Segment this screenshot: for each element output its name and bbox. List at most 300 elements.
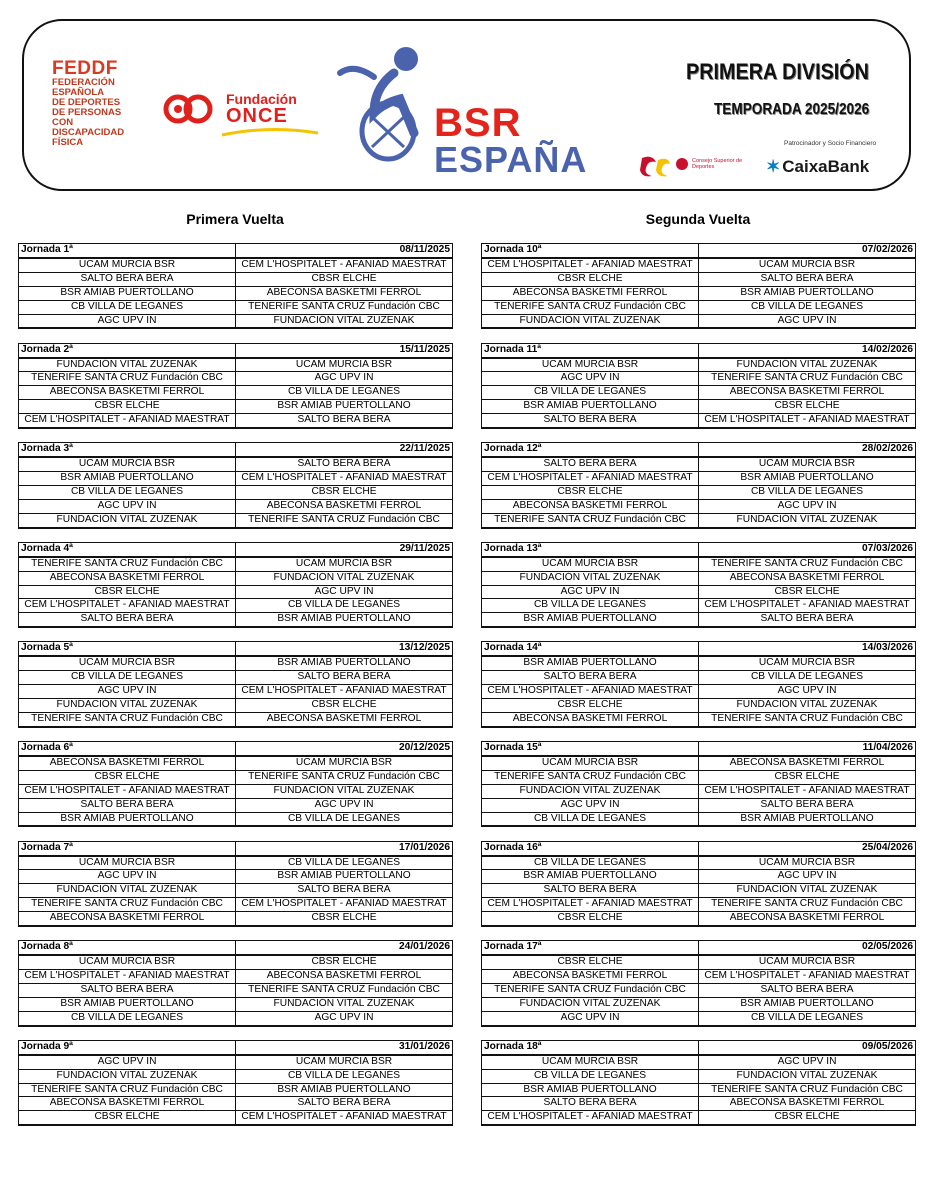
- match-row: [482, 712, 916, 726]
- jornada-label: Jornada 14ª: [482, 642, 699, 656]
- match-row: [482, 485, 916, 499]
- jornada-table: [18, 741, 453, 827]
- match-row: [482, 656, 916, 670]
- jornada-date: 14/02/2026: [699, 343, 916, 357]
- jornada-label: Jornada 9ª: [19, 1040, 236, 1054]
- away-team: CB VILLA DE LEGANÉS: [699, 300, 916, 314]
- away-team: FUNDACIÓN VITAL ZUZENAK: [236, 997, 453, 1011]
- away-team: BSR AMIAB PUERTOLLANO: [699, 812, 916, 826]
- match-row: [482, 870, 916, 884]
- away-team: CB VILLA DE LEGANÉS: [236, 386, 453, 400]
- match-row: [19, 656, 453, 670]
- primera-vuelta-title: Primera Vuelta: [186, 211, 284, 227]
- away-team: SALTO BERA BERA: [699, 798, 916, 812]
- home-team: ABECONSA BASKETMI FERROL: [19, 571, 236, 585]
- jornada-table: [481, 1040, 916, 1126]
- feddf-line: DISCAPACIDAD: [52, 127, 125, 138]
- home-team: ABECONSA BASKETMI FERROL: [482, 970, 699, 984]
- feddf-logo: [52, 59, 142, 148]
- home-team: AGC UPV IN: [19, 1055, 236, 1069]
- jornada-header-row: [19, 343, 453, 357]
- home-team: CB VILLA DE LEGANÉS: [482, 386, 699, 400]
- home-team: AGC UPV IN: [19, 685, 236, 699]
- away-team: CBSR ELCHE: [699, 1111, 916, 1125]
- match-row: [19, 457, 453, 471]
- jornada-block: [18, 442, 453, 528]
- away-team: AGC UPV IN: [699, 1055, 916, 1069]
- away-team: CBSR ELCHE: [699, 585, 916, 599]
- home-team: FUNDACIÓN VITAL ZUZENAK: [482, 997, 699, 1011]
- away-team: CBSR ELCHE: [699, 770, 916, 784]
- match-row: [19, 812, 453, 826]
- match-row: [482, 585, 916, 599]
- home-team: FUNDACIÓN VITAL ZUZENAK: [482, 314, 699, 328]
- match-row: [482, 1011, 916, 1025]
- season-title: TEMPORADA 2025/2026: [714, 101, 870, 118]
- away-team: TENERIFE SANTA CRUZ Fundación CBC: [699, 557, 916, 571]
- feddf-line: FEDERACIÓN: [52, 77, 115, 88]
- home-team: CEM L'HOSPITALET - AFANIAD MAESTRAT: [482, 1111, 699, 1125]
- match-row: [19, 970, 453, 984]
- away-team: CEM L'HOSPITALET - AFANIAD MAESTRAT: [699, 414, 916, 428]
- away-team: SALTO BERA BERA: [699, 272, 916, 286]
- jornada-header-row: [482, 642, 916, 656]
- home-team: FUNDACIÓN VITAL ZUZENAK: [19, 699, 236, 713]
- home-team: BSR AMIAB PUERTOLLANO: [19, 997, 236, 1011]
- match-row: [482, 414, 916, 428]
- home-team: UCAM MURCIA BSR: [482, 1055, 699, 1069]
- away-team: BSR AMIAB PUERTOLLANO: [236, 1083, 453, 1097]
- home-team: CBSR ELCHE: [482, 272, 699, 286]
- match-row: [19, 571, 453, 585]
- jornada-date: 17/01/2026: [236, 841, 453, 855]
- jornada-header-row: [19, 443, 453, 457]
- away-team: CBSR ELCHE: [236, 912, 453, 926]
- away-team: ABECONSA BASKETMI FERROL: [699, 571, 916, 585]
- jornada-header-row: [19, 642, 453, 656]
- match-row: [482, 1111, 916, 1125]
- feddf-line: DE DEPORTES: [52, 97, 121, 108]
- jornada-table: [18, 940, 453, 1026]
- away-team: TENERIFE SANTA CRUZ Fundación CBC: [699, 372, 916, 386]
- match-row: [19, 699, 453, 713]
- away-team: FUNDACIÓN VITAL ZUZENAK: [236, 784, 453, 798]
- jornada-label: Jornada 16ª: [482, 841, 699, 855]
- home-team: CB VILLA DE LEGANÉS: [482, 599, 699, 613]
- segunda-vuelta-title: Segunda Vuelta: [645, 211, 751, 227]
- match-row: [482, 1069, 916, 1083]
- home-team: FUNDACIÓN VITAL ZUZENAK: [482, 784, 699, 798]
- home-team: CEM L'HOSPITALET - AFANIAD MAESTRAT: [19, 599, 236, 613]
- away-team: BSR AMIAB PUERTOLLANO: [236, 656, 453, 670]
- feddf-line: FÍSICA: [52, 137, 84, 148]
- home-team: CEM L'HOSPITALET - AFANIAD MAESTRAT: [482, 898, 699, 912]
- match-row: [482, 784, 916, 798]
- match-row: [19, 300, 453, 314]
- jornada-label: Jornada 17ª: [482, 941, 699, 955]
- jornada-block: [18, 641, 453, 727]
- bsr-wordmark: BSR: [434, 101, 522, 145]
- jornada-date: 22/11/2025: [236, 443, 453, 457]
- jornada-date: 13/12/2025: [236, 642, 453, 656]
- jornada-label: Jornada 12ª: [482, 443, 699, 457]
- jornada-header-row: [482, 542, 916, 556]
- jornada-header-row: [19, 1040, 453, 1054]
- jornada-label: Jornada 1ª: [19, 244, 236, 258]
- away-team: FUNDACIÓN VITAL ZUZENAK: [699, 513, 916, 527]
- away-team: FUNDACIÓN VITAL ZUZENAK: [699, 358, 916, 372]
- home-team: ABECONSA BASKETMI FERROL: [19, 756, 236, 770]
- away-team: CB VILLA DE LEGANÉS: [236, 812, 453, 826]
- jornada-date: 20/12/2025: [236, 742, 453, 756]
- jornada-table: [481, 542, 916, 628]
- away-team: BSR AMIAB PUERTOLLANO: [699, 286, 916, 300]
- match-row: [482, 513, 916, 527]
- away-team: CEM L'HOSPITALET - AFANIAD MAESTRAT: [236, 258, 453, 272]
- caixabank-logo: [766, 157, 869, 177]
- jornada-header-row: [482, 941, 916, 955]
- away-team: CEM L'HOSPITALET - AFANIAD MAESTRAT: [699, 970, 916, 984]
- away-team: TENERIFE SANTA CRUZ Fundación CBC: [236, 300, 453, 314]
- jornada-block: [481, 841, 916, 927]
- away-team: TENERIFE SANTA CRUZ Fundación CBC: [236, 983, 453, 997]
- home-team: CEM L'HOSPITALET - AFANIAD MAESTRAT: [19, 970, 236, 984]
- jornada-table: [18, 243, 453, 329]
- jornada-date: 25/04/2026: [699, 841, 916, 855]
- match-row: [19, 1097, 453, 1111]
- home-team: BSR AMIAB PUERTOLLANO: [482, 870, 699, 884]
- away-team: TENERIFE SANTA CRUZ Fundación CBC: [699, 1083, 916, 1097]
- home-team: CEM L'HOSPITALET - AFANIAD MAESTRAT: [482, 472, 699, 486]
- home-team: BSR AMIAB PUERTOLLANO: [482, 656, 699, 670]
- away-team: SALTO BERA BERA: [236, 671, 453, 685]
- jornada-block: [481, 641, 916, 727]
- home-team: TENERIFE SANTA CRUZ Fundación CBC: [482, 513, 699, 527]
- jornada-date: 29/11/2025: [236, 542, 453, 556]
- away-team: ABECONSA BASKETMI FERROL: [699, 1097, 916, 1111]
- home-team: AGC UPV IN: [19, 314, 236, 328]
- jornada-label: Jornada 15ª: [482, 742, 699, 756]
- jornada-table: [18, 542, 453, 628]
- jornada-date: 07/02/2026: [699, 244, 916, 258]
- away-team: BSR AMIAB PUERTOLLANO: [236, 613, 453, 627]
- away-team: UCAM MURCIA BSR: [236, 557, 453, 571]
- away-team: CEM L'HOSPITALET - AFANIAD MAESTRAT: [236, 685, 453, 699]
- home-team: AGC UPV IN: [19, 499, 236, 513]
- jornada-block: [481, 243, 916, 329]
- away-team: CEM L'HOSPITALET - AFANIAD MAESTRAT: [699, 599, 916, 613]
- match-row: [19, 770, 453, 784]
- match-row: [482, 1083, 916, 1097]
- jornada-date: 28/02/2026: [699, 443, 916, 457]
- away-team: BSR AMIAB PUERTOLLANO: [699, 997, 916, 1011]
- match-row: [482, 286, 916, 300]
- jornada-label: Jornada 8ª: [19, 941, 236, 955]
- fundacion-once-logo: [162, 89, 322, 129]
- match-row: [482, 671, 916, 685]
- home-team: ABECONSA BASKETMI FERROL: [19, 1097, 236, 1111]
- match-row: [482, 386, 916, 400]
- home-team: CBSR ELCHE: [19, 770, 236, 784]
- match-row: [482, 898, 916, 912]
- home-team: AGC UPV IN: [482, 798, 699, 812]
- match-row: [482, 314, 916, 328]
- match-row: [482, 258, 916, 272]
- match-row: [482, 457, 916, 471]
- match-row: [19, 258, 453, 272]
- match-row: [482, 983, 916, 997]
- match-row: [482, 1055, 916, 1069]
- home-team: TENERIFE SANTA CRUZ Fundación CBC: [19, 1083, 236, 1097]
- jornada-table: [481, 442, 916, 528]
- home-team: CB VILLA DE LEGANÉS: [482, 812, 699, 826]
- jornada-header-row: [482, 343, 916, 357]
- match-row: [19, 955, 453, 969]
- match-row: [482, 798, 916, 812]
- match-row: [19, 314, 453, 328]
- home-team: BSR AMIAB PUERTOLLANO: [482, 613, 699, 627]
- home-team: ABECONSA BASKETMI FERROL: [482, 499, 699, 513]
- match-row: [19, 1011, 453, 1025]
- home-team: FUNDACIÓN VITAL ZUZENAK: [19, 513, 236, 527]
- jornada-label: Jornada 11ª: [482, 343, 699, 357]
- home-team: FUNDACIÓN VITAL ZUZENAK: [19, 884, 236, 898]
- jornada-date: 09/05/2026: [699, 1040, 916, 1054]
- home-team: CB VILLA DE LEGANÉS: [19, 485, 236, 499]
- jornada-label: Jornada 6ª: [19, 742, 236, 756]
- jornada-block: [18, 940, 453, 1026]
- away-team: AGC UPV IN: [699, 870, 916, 884]
- away-team: CB VILLA DE LEGANÉS: [236, 599, 453, 613]
- home-team: TENERIFE SANTA CRUZ Fundación CBC: [482, 300, 699, 314]
- home-team: SALTO BERA BERA: [19, 613, 236, 627]
- division-title: PRIMERA DIVISIÓN: [686, 59, 869, 84]
- jornada-label: Jornada 5ª: [19, 642, 236, 656]
- jornada-date: 14/03/2026: [699, 642, 916, 656]
- jornada-table: [481, 343, 916, 429]
- match-row: [482, 856, 916, 870]
- away-team: SALTO BERA BERA: [699, 983, 916, 997]
- jornada-date: 15/11/2025: [236, 343, 453, 357]
- match-row: [482, 472, 916, 486]
- home-team: TENERIFE SANTA CRUZ Fundación CBC: [482, 983, 699, 997]
- jornada-header-row: [482, 841, 916, 855]
- home-team: UCAM MURCIA BSR: [19, 856, 236, 870]
- home-team: CBSR ELCHE: [482, 912, 699, 926]
- home-team: CBSR ELCHE: [19, 400, 236, 414]
- away-team: CB VILLA DE LEGANÉS: [236, 856, 453, 870]
- home-team: TENERIFE SANTA CRUZ Fundación CBC: [19, 712, 236, 726]
- away-team: CBSR ELCHE: [699, 400, 916, 414]
- away-team: CB VILLA DE LEGANÉS: [699, 1011, 916, 1025]
- away-team: AGC UPV IN: [236, 372, 453, 386]
- match-row: [482, 997, 916, 1011]
- match-row: [482, 613, 916, 627]
- away-team: CB VILLA DE LEGANÉS: [699, 671, 916, 685]
- match-row: [482, 912, 916, 926]
- match-row: [482, 699, 916, 713]
- away-team: SALTO BERA BERA: [236, 457, 453, 471]
- home-team: BSR AMIAB PUERTOLLANO: [19, 812, 236, 826]
- match-row: [19, 712, 453, 726]
- jornada-date: 24/01/2026: [236, 941, 453, 955]
- away-team: CEM L'HOSPITALET - AFANIAD MAESTRAT: [699, 784, 916, 798]
- match-row: [19, 272, 453, 286]
- match-row: [482, 372, 916, 386]
- match-row: [19, 671, 453, 685]
- home-team: UCAM MURCIA BSR: [482, 756, 699, 770]
- home-team: SALTO BERA BERA: [19, 983, 236, 997]
- match-row: [19, 613, 453, 627]
- jornada-table: [18, 343, 453, 429]
- away-team: SALTO BERA BERA: [236, 414, 453, 428]
- home-team: FUNDACIÓN VITAL ZUZENAK: [19, 1069, 236, 1083]
- away-team: BSR AMIAB PUERTOLLANO: [699, 472, 916, 486]
- away-team: CEM L'HOSPITALET - AFANIAD MAESTRAT: [236, 898, 453, 912]
- wheelchair-player-icon: [334, 43, 444, 163]
- match-row: [482, 970, 916, 984]
- home-team: UCAM MURCIA BSR: [19, 955, 236, 969]
- away-team: SALTO BERA BERA: [699, 613, 916, 627]
- away-team: CB VILLA DE LEGANÉS: [236, 1069, 453, 1083]
- jornada-label: Jornada 18ª: [482, 1040, 699, 1054]
- match-row: [19, 685, 453, 699]
- home-team: CB VILLA DE LEGANÉS: [19, 671, 236, 685]
- jornada-header-row: [19, 742, 453, 756]
- home-team: SALTO BERA BERA: [482, 1097, 699, 1111]
- home-team: SALTO BERA BERA: [482, 884, 699, 898]
- jornada-block: [18, 1040, 453, 1126]
- match-row: [482, 571, 916, 585]
- home-team: FUNDACIÓN VITAL ZUZENAK: [482, 571, 699, 585]
- away-team: UCAM MURCIA BSR: [236, 1055, 453, 1069]
- jornada-table: [481, 243, 916, 329]
- jornada-block: [481, 741, 916, 827]
- jornada-table: [481, 841, 916, 927]
- away-team: ABECONSA BASKETMI FERROL: [699, 756, 916, 770]
- bsr-espana-logo: [334, 43, 624, 193]
- match-row: [19, 784, 453, 798]
- match-row: [19, 485, 453, 499]
- jornada-header-row: [19, 542, 453, 556]
- jornada-label: Jornada 7ª: [19, 841, 236, 855]
- away-team: TENERIFE SANTA CRUZ Fundación CBC: [699, 712, 916, 726]
- away-team: ABECONSA BASKETMI FERROL: [236, 712, 453, 726]
- away-team: FUNDACIÓN VITAL ZUZENAK: [699, 884, 916, 898]
- home-team: SALTO BERA BERA: [482, 457, 699, 471]
- match-row: [482, 400, 916, 414]
- away-team: CBSR ELCHE: [236, 272, 453, 286]
- jornada-header-row: [19, 841, 453, 855]
- home-team: AGC UPV IN: [482, 585, 699, 599]
- away-team: AGC UPV IN: [236, 585, 453, 599]
- match-row: [19, 499, 453, 513]
- jornada-label: Jornada 13ª: [482, 542, 699, 556]
- away-team: AGC UPV IN: [699, 685, 916, 699]
- jornada-label: Jornada 10ª: [482, 244, 699, 258]
- home-team: SALTO BERA BERA: [482, 414, 699, 428]
- match-row: [19, 286, 453, 300]
- jornada-table: [481, 641, 916, 727]
- match-row: [19, 358, 453, 372]
- match-row: [482, 884, 916, 898]
- jornada-block: [18, 542, 453, 628]
- away-team: CBSR ELCHE: [236, 955, 453, 969]
- jornada-label: Jornada 3ª: [19, 443, 236, 457]
- match-row: [482, 1097, 916, 1111]
- away-team: SALTO BERA BERA: [236, 884, 453, 898]
- match-row: [482, 756, 916, 770]
- home-team: CBSR ELCHE: [482, 955, 699, 969]
- home-team: FUNDACIÓN VITAL ZUZENAK: [19, 358, 236, 372]
- espana-wordmark: ESPAÑA: [434, 139, 588, 180]
- jornada-label: Jornada 2ª: [19, 343, 236, 357]
- away-team: FUNDACIÓN VITAL ZUZENAK: [699, 1069, 916, 1083]
- match-row: [19, 912, 453, 926]
- match-row: [19, 599, 453, 613]
- home-team: CB VILLA DE LEGANÉS: [482, 856, 699, 870]
- home-team: AGC UPV IN: [482, 372, 699, 386]
- match-row: [19, 585, 453, 599]
- header-banner: [22, 19, 911, 191]
- jornada-header-row: [19, 941, 453, 955]
- feddf-acronym: FEDDF: [52, 58, 118, 79]
- away-team: UCAM MURCIA BSR: [699, 457, 916, 471]
- away-team: TENERIFE SANTA CRUZ Fundación CBC: [236, 513, 453, 527]
- match-row: [482, 300, 916, 314]
- jornada-table: [18, 442, 453, 528]
- home-team: UCAM MURCIA BSR: [19, 258, 236, 272]
- away-team: UCAM MURCIA BSR: [699, 656, 916, 670]
- caixabank-name: CaixaBank: [782, 157, 870, 176]
- away-team: ABECONSA BASKETMI FERROL: [236, 970, 453, 984]
- jornada-table: [481, 741, 916, 827]
- feddf-line: ESPAÑOLA: [52, 87, 105, 98]
- jornada-block: [18, 741, 453, 827]
- away-team: BSR AMIAB PUERTOLLANO: [236, 400, 453, 414]
- match-row: [482, 358, 916, 372]
- away-team: SALTO BERA BERA: [236, 1097, 453, 1111]
- jornada-header-row: [19, 244, 453, 258]
- match-row: [19, 386, 453, 400]
- home-team: TENERIFE SANTA CRUZ Fundación CBC: [482, 770, 699, 784]
- match-row: [482, 557, 916, 571]
- match-row: [19, 856, 453, 870]
- home-team: CB VILLA DE LEGANÉS: [19, 1011, 236, 1025]
- jornada-date: 31/01/2026: [236, 1040, 453, 1054]
- home-team: BSR AMIAB PUERTOLLANO: [19, 472, 236, 486]
- home-team: ABECONSA BASKETMI FERROL: [19, 912, 236, 926]
- match-row: [19, 756, 453, 770]
- home-team: CBSR ELCHE: [482, 485, 699, 499]
- home-team: ABECONSA BASKETMI FERROL: [19, 386, 236, 400]
- away-team: AGC UPV IN: [699, 499, 916, 513]
- away-team: ABECONSA BASKETMI FERROL: [236, 499, 453, 513]
- home-team: UCAM MURCIA BSR: [19, 457, 236, 471]
- away-team: TENERIFE SANTA CRUZ Fundación CBC: [699, 898, 916, 912]
- match-row: [19, 1111, 453, 1125]
- csd-label: Consejo Superior de Deportes: [692, 158, 743, 170]
- jornada-block: [481, 442, 916, 528]
- away-team: UCAM MURCIA BSR: [236, 756, 453, 770]
- home-team: TENERIFE SANTA CRUZ Fundación CBC: [19, 557, 236, 571]
- away-team: UCAM MURCIA BSR: [699, 258, 916, 272]
- jornada-block: [481, 542, 916, 628]
- jornada-block: [18, 243, 453, 329]
- match-row: [19, 1083, 453, 1097]
- jornada-block: [481, 1040, 916, 1126]
- home-team: CB VILLA DE LEGANÉS: [19, 300, 236, 314]
